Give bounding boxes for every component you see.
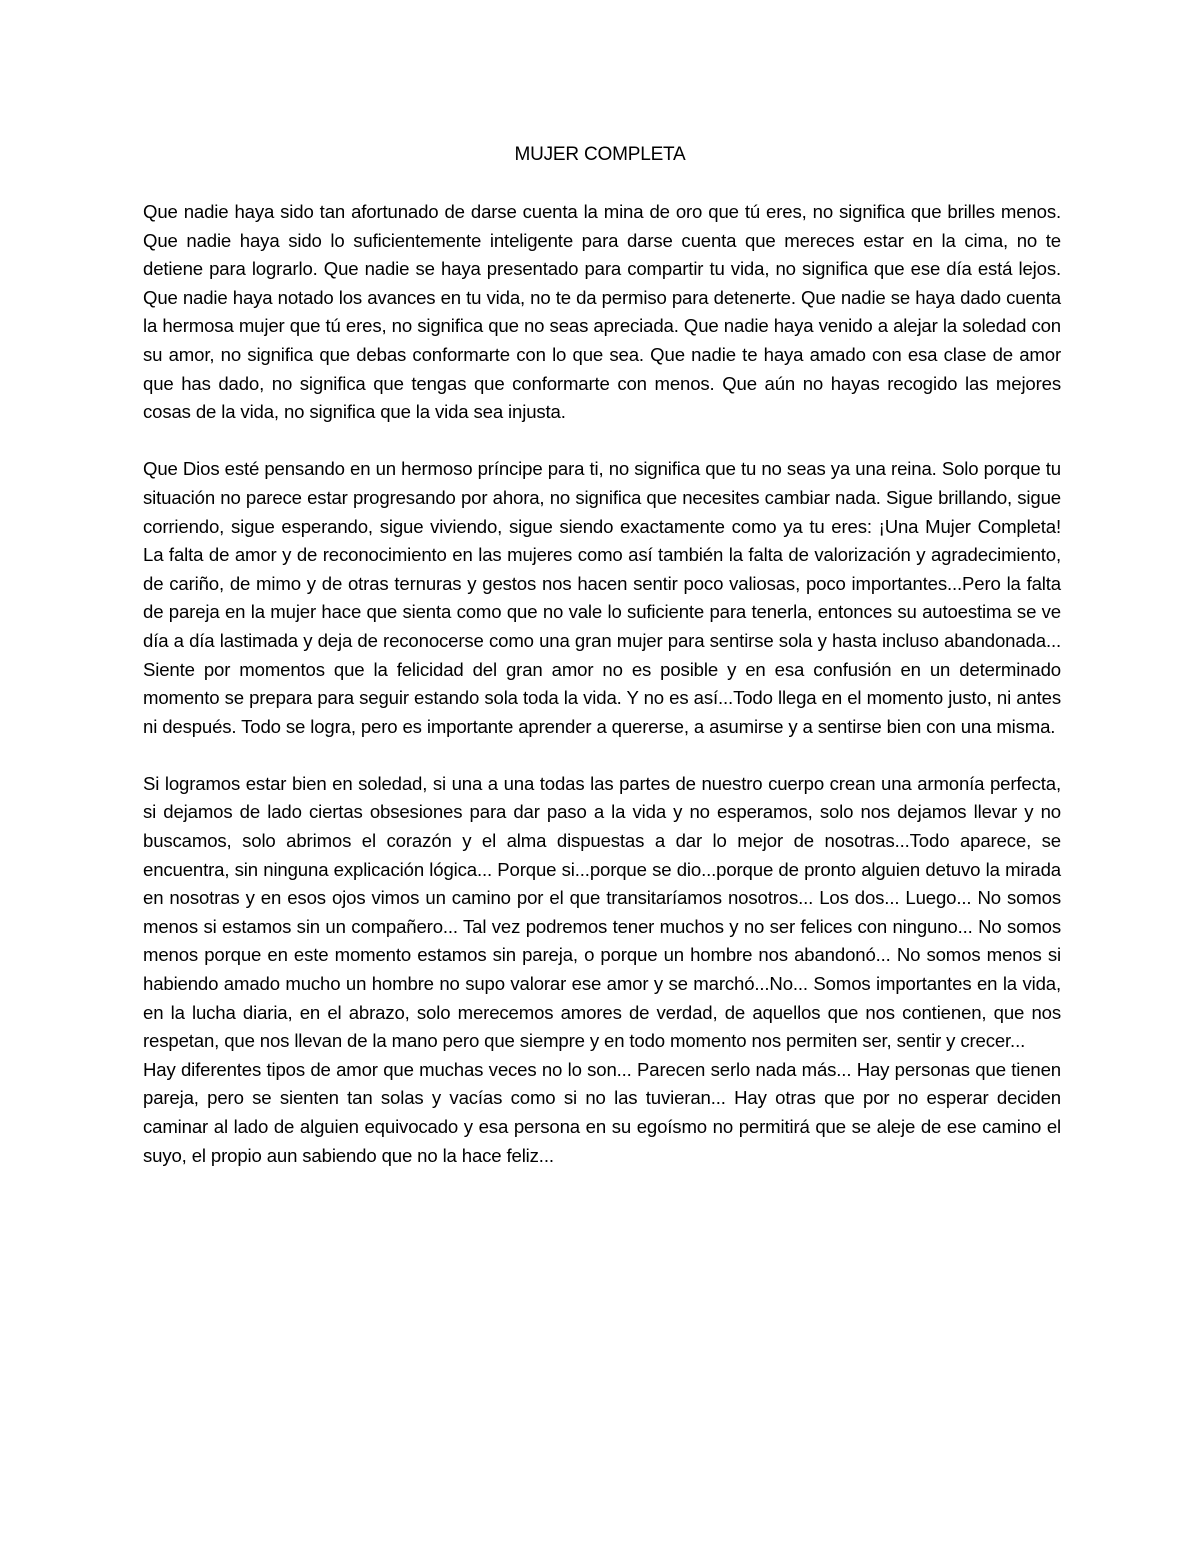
paragraph-4: Hay diferentes tipos de amor que muchas veces no lo son... Parecen serlo nada más... Hay personas que tienen pareja, pero se sienten tan solas y vacías como si no las tuvieran... Hay otras que por no esperar deciden caminar al lado de alguien equivocado y esa persona en su egoísmo no permitirá que se aleje de ese camino el suyo, el propio aun sabiendo que no la hace feliz... [143,1058,1061,1166]
paragraph-1: Que nadie haya sido tan afortunado de darse cuenta la mina de oro que tú eres, no significa que brilles menos. Que nadie haya sido lo suficientemente inteligente para darse cuenta que mereces estar en la cima, no te detiene para lograrlo. Que nadie se haya presentado para compartir tu vida, no significa que ese día está lejos. Que nadie haya notado los avances en tu vida, no te da permiso para detenerte. Que nadie se haya dado cuenta la hermosa mujer que tú eres, no significa que no seas apreciada. Que nadie haya venido a alejar la soledad con su amor, no significa que debas conformarte con lo que sea. Que nadie te haya amado con esa clase de amor que has dado, no significa que tengas que conformarte con menos. Que aún no hayas recogido las mejores cosas de la vida, no significa que la vida sea injusta. [143,201,1061,423]
paragraph-2: Que Dios esté pensando en un hermoso príncipe para ti, no significa que tu no seas ya una reina. Solo porque tu situación no parece estar progresando por ahora, no significa que necesites cambiar nada. Sigue brillando, sigue corriendo, sigue esperando, sigue viviendo, sigue siendo exactamente como ya tu eres: ¡Una Mujer Completa! La falta de amor y de reconocimiento en las mujeres como así también la falta de valorización y agradecimiento, de cariño, de mimo y de otras ternuras y gestos nos hacen sentir poco valiosas, poco importantes...Pero la falta de pareja en la mujer hace que sienta como que no vale lo suficiente para tenerla, entonces su autoestima se ve día a día lastimada y deja de reconocerse como una gran mujer para sentirse sola y hasta incluso abandonada... Siente por momentos que la felicidad del gran amor no es posible y en esa confusión en un determinado momento se prepara para seguir estando sola toda la vida. Y no es así...Todo llega en el momento justo, ni antes ni después. Todo se logra, pero es importante aprender a quererse, a asumirse y a sentirse bien con una misma. [143,458,1061,737]
document-title: MUJER COMPLETA [514,144,686,165]
paragraph-3: Si logramos estar bien en soledad, si una a una todas las partes de nuestro cuerpo crean una armonía perfecta, si dejamos de lado ciertas obsesiones para dar paso a la vida y no esperamos, solo nos dejamos llevar y no buscamos, solo abrimos el corazón y el alma dispuestas a dar lo mejor de nosotras...Todo aparece, se encuentra, sin ninguna explicación lógica... Porque si...porque se dio...porque de pronto alguien detuvo la mirada en nosotras y en esos ojos vimos un camino por el que transitaríamos nosotros... Los dos... Luego... No somos menos si estamos sin un compañero... Tal vez podremos tener muchos y no ser felices con ninguno... No somos menos porque en este momento estamos sin pareja, o porque un hombre nos abandonó... No somos menos si habiendo amado mucho un hombre no supo valorar ese amor y se marchó...No... Somos importantes en la vida, en la lucha diaria, en el abrazo, solo merecemos amores de verdad, de aquellos que nos contienen, que nos respetan, que nos llevan de la mano pero que siempre y en todo momento nos permiten ser, sentir y crecer... [143,772,1061,1052]
document-body [143,198,1061,1170]
